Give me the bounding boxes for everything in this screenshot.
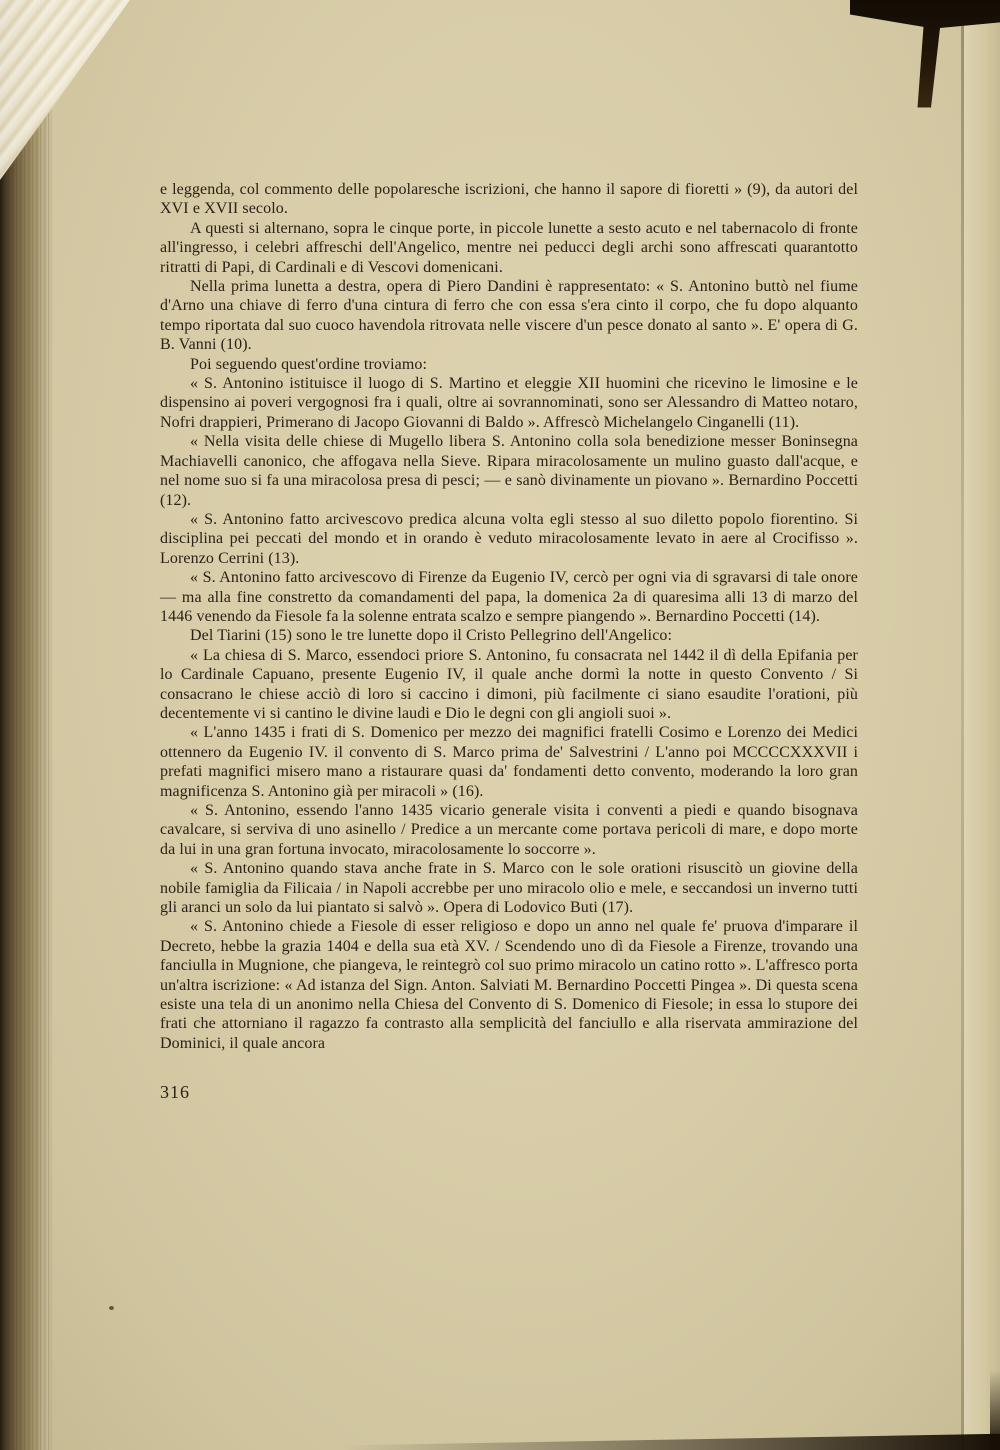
paragraph: « La chiesa di S. Marco, essendoci priore S. Antonino, fu consacrata nel 1442 il dì della Epifania per lo Cardinale Capuano, presente Eugenio IV, il quale anche dormì la notte in questo Convento / Si consacrano le chiese acciò di loro si caccino i dimoni, più facilmente ci siano esaudite l'orationi, più decentemente vi si cantino le divine laudi e Dio le degni con gli angioli suoi ». [160, 646, 858, 722]
scan-shadow-bottom-right [340, 1432, 1000, 1450]
paragraph: « S. Antonino fatto arcivescovo predica alcuna volta egli stesso al suo diletto popolo fiorentino. Si disciplina pei peccati del mondo et in orando è veduto miracolosamente levato in aere al Crocifisso ». Lorenzo Cerrini (13). [160, 510, 858, 567]
paragraph: « S. Antonino fatto arcivescovo di Firenze da Eugenio IV, cercò per ogni via di sgravarsi di tale onore — ma alla fine constretto da comandamenti del papa, la domenica 2a di quaresima alli 13 di marzo del 1446 venendo da Fiesole fa la solenne entrata scalzo e sempre piangendo ». Bernardino Poccetti (14). [160, 569, 858, 625]
scan-shadow-corner [990, 1370, 1000, 1450]
page-text-block [160, 180, 858, 1103]
paragraph: Poi seguendo quest'ordine troviamo: [190, 355, 428, 373]
paragraph: Del Tiarini (15) sono le tre lunette dopo il Cristo Pellegrino dell'Angelico: [190, 627, 673, 645]
paragraph: « S. Antonino quando stava anche frate in S. Marco con le sole orationi risuscitò un giovine della nobile famiglia da Filicaia / in Napoli accrebbe per uno miracolo olio e mele, e seccandosi un inverno tutti gli aranci un solo da lui piantato si salvò ». Opera di Lodovico Buti (17). [160, 860, 858, 917]
paragraph: « L'anno 1435 i frati di S. Domenico per mezzo dei magnifici fratelli Cosimo e Lorenzo dei Medici ottennero da Eugenio IV. il convento di S. Marco prima de' Salvestrini / L'anno poi MCCCCXXXVII i prefati magnifici misero mano a ristaurare quasi da' fondamenti detto convento, moderando la loro gran magnificenza S. Antonino già per miracoli » (16). [160, 724, 858, 800]
paragraph: « S. Antonino istituisce il luogo di S. Martino et eleggie XII huomini che ricevino le limosine e le dispensino ai poveri vergognosi fra i quali, oltre ai sovrannominati, sono ser Alessandro di Matteo notaro, Nofri drappieri, Primerano di Jacopo Giovanni di Baldo ». Affrescò Michelangelo Cinganelli (11). [160, 375, 858, 431]
paragraph: « S. Antonino chiede a Fiesole di esser religioso e dopo un anno nel quale fe' pruova d'imparare il Decreto, hebbe la grazia 1404 e della sua età XV. / Scendendo uno dì da Fiesole a Firenze, trovando una fanciulla in Mugnione, che piangeva, le reintegrò col suo primo miracolo un catino rotto ». L'affresco porta un'altra iscrizione: « Ad istanza del Sign. Anton. Salviati M. Bernardino Poccetti Pingea ». Di questa scena esiste una tela di un anonimo nella Chiesa del Convento di S. Domenico di Fiesole; in essa lo stupore dei frati che attorniano il ragazzo fa contrasto alla semplicità del fanciullo e alla riservata ammirazione del Dominici, il quale ancora [160, 918, 858, 1052]
book-binding-edge [0, 0, 52, 1450]
page-edge-right [964, 0, 1000, 1450]
paragraph: Nella prima lunetta a destra, opera di Piero Dandini è rappresentato: « S. Antonino buttò nel fiume d'Arno una chiave di ferro d'una cintura di ferro che con essa s'era cinto il corpo, che fu dopo alquanto tempo riportata dal suo cuoco havendola ritrovata nelle viscere d'un pesce donato al santo ». E' opera di G. B. Vanni (10). [160, 278, 858, 354]
paragraph: A questi si alternano, sopra le cinque porte, in piccole lunette a sesto acuto e nel tabernacolo di fronte all'ingresso, i celebri affreschi dell'Angelico, mentre nei peducci degli archi sono affrescati quarantotto ritratti di Papi, di Cardinali e di Vescovi domenicani. [160, 219, 858, 276]
page-number: 316 [160, 1082, 190, 1103]
page-stack-top-left [0, 0, 130, 180]
paragraph: e leggenda, col commento delle popolaresche iscrizioni, che hanno il sapore di fioretti » (9), da autori del XVI e XVII secolo. [160, 181, 858, 218]
paragraph: « Nella visita delle chiese di Mugello libera S. Antonino colla sola benedizione messer Boninsegna Machiavelli canonico, che affogava nella Sieve. Ripara miracolosamente un mulino guasto dall'acque, e nel nome suo si fa una miracolosa presa di pesci; — e sanò divinamente un piovano ». Bernardino Poccetti (12). [160, 433, 858, 509]
page-crease-right [961, 0, 964, 1450]
paragraph: « S. Antonino, essendo l'anno 1435 vicario generale visita i conventi a piedi e quando bisognava cavalcare, si serviva di uno asinello / Predice a un mercante come portava pericoli di mare, e dopo morte da lui in una gran fortuna invocato, miracolosamente lo soccorre ». [160, 802, 858, 858]
ink-speck [109, 1306, 114, 1310]
